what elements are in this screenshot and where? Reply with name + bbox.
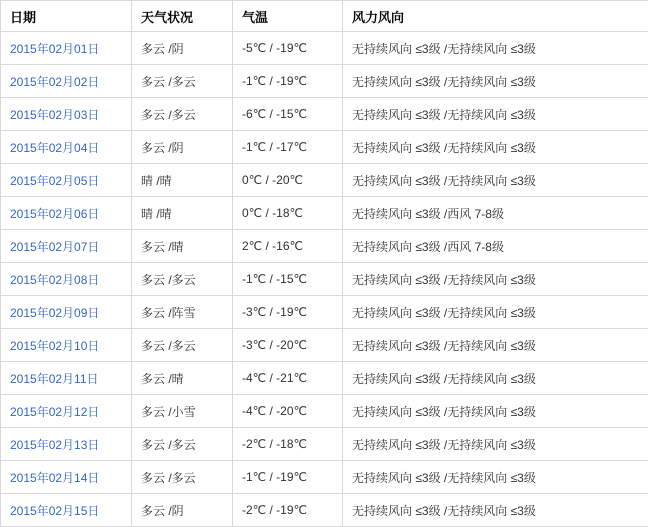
table-row (1, 395, 648, 428)
cell-condition: 多云 /小雪 (132, 395, 233, 428)
cell-date[interactable]: 2015年02月14日 (1, 461, 132, 494)
cell-temperature: 0℃ / -20℃ (233, 164, 343, 197)
cell-date[interactable]: 2015年02月12日 (1, 395, 132, 428)
cell-temperature: -1℃ / -19℃ (233, 65, 343, 98)
cell-date[interactable]: 2015年02月03日 (1, 98, 132, 131)
cell-date[interactable]: 2015年02月02日 (1, 65, 132, 98)
cell-date[interactable]: 2015年02月01日 (1, 32, 132, 65)
cell-temperature: 0℃ / -18℃ (233, 197, 343, 230)
cell-condition: 多云 /阴 (132, 131, 233, 164)
cell-wind: 无持续风向 ≤3级 /无持续风向 ≤3级 (343, 395, 648, 428)
cell-temperature: -2℃ / -18℃ (233, 428, 343, 461)
table-header-row (1, 1, 648, 32)
cell-condition: 多云 /阴 (132, 494, 233, 527)
cell-temperature: -1℃ / -15℃ (233, 263, 343, 296)
table-row (1, 98, 648, 131)
table-row (1, 461, 648, 494)
cell-date[interactable]: 2015年02月05日 (1, 164, 132, 197)
cell-temperature: -3℃ / -20℃ (233, 329, 343, 362)
cell-temperature: -1℃ / -19℃ (233, 461, 343, 494)
cell-date[interactable]: 2015年02月10日 (1, 329, 132, 362)
table-body (1, 32, 648, 527)
cell-condition: 多云 /阴 (132, 32, 233, 65)
table-row (1, 428, 648, 461)
cell-condition: 多云 /晴 (132, 230, 233, 263)
cell-date[interactable]: 2015年02月11日 (1, 362, 132, 395)
table-row (1, 230, 648, 263)
cell-condition: 多云 /多云 (132, 329, 233, 362)
cell-date[interactable]: 2015年02月09日 (1, 296, 132, 329)
cell-wind: 无持续风向 ≤3级 /无持续风向 ≤3级 (343, 329, 648, 362)
cell-wind: 无持续风向 ≤3级 /无持续风向 ≤3级 (343, 98, 648, 131)
column-header-date: 日期 (1, 1, 132, 32)
cell-wind: 无持续风向 ≤3级 /无持续风向 ≤3级 (343, 164, 648, 197)
table-row (1, 32, 648, 65)
cell-date[interactable]: 2015年02月13日 (1, 428, 132, 461)
cell-temperature: -6℃ / -15℃ (233, 98, 343, 131)
cell-condition: 多云 /多云 (132, 428, 233, 461)
column-header-temperature: 气温 (233, 1, 343, 32)
table-row (1, 362, 648, 395)
cell-wind: 无持续风向 ≤3级 /无持续风向 ≤3级 (343, 362, 648, 395)
cell-condition: 多云 /多云 (132, 263, 233, 296)
cell-date[interactable]: 2015年02月08日 (1, 263, 132, 296)
cell-date[interactable]: 2015年02月07日 (1, 230, 132, 263)
table-row (1, 329, 648, 362)
cell-wind: 无持续风向 ≤3级 /无持续风向 ≤3级 (343, 263, 648, 296)
cell-date[interactable]: 2015年02月06日 (1, 197, 132, 230)
cell-date[interactable]: 2015年02月04日 (1, 131, 132, 164)
cell-temperature: -3℃ / -19℃ (233, 296, 343, 329)
cell-condition: 晴 /晴 (132, 164, 233, 197)
cell-condition: 晴 /晴 (132, 197, 233, 230)
table-row (1, 197, 648, 230)
cell-wind: 无持续风向 ≤3级 /无持续风向 ≤3级 (343, 131, 648, 164)
table-row (1, 494, 648, 527)
cell-wind: 无持续风向 ≤3级 /无持续风向 ≤3级 (343, 296, 648, 329)
cell-temperature: 2℃ / -16℃ (233, 230, 343, 263)
cell-condition: 多云 /晴 (132, 362, 233, 395)
cell-wind: 无持续风向 ≤3级 /无持续风向 ≤3级 (343, 428, 648, 461)
cell-wind: 无持续风向 ≤3级 /西风 7-8级 (343, 197, 648, 230)
cell-condition: 多云 /阵雪 (132, 296, 233, 329)
table-row (1, 296, 648, 329)
cell-temperature: -1℃ / -17℃ (233, 131, 343, 164)
cell-wind: 无持续风向 ≤3级 /无持续风向 ≤3级 (343, 461, 648, 494)
cell-condition: 多云 /多云 (132, 65, 233, 98)
column-header-wind: 风力风向 (343, 1, 648, 32)
table-row (1, 131, 648, 164)
table-row (1, 65, 648, 98)
cell-wind: 无持续风向 ≤3级 /无持续风向 ≤3级 (343, 32, 648, 65)
cell-condition: 多云 /多云 (132, 98, 233, 131)
cell-temperature: -2℃ / -19℃ (233, 494, 343, 527)
cell-temperature: -4℃ / -20℃ (233, 395, 343, 428)
cell-wind: 无持续风向 ≤3级 /西风 7-8级 (343, 230, 648, 263)
table-row (1, 263, 648, 296)
cell-wind: 无持续风向 ≤3级 /无持续风向 ≤3级 (343, 494, 648, 527)
cell-date[interactable]: 2015年02月15日 (1, 494, 132, 527)
cell-condition: 多云 /多云 (132, 461, 233, 494)
column-header-condition: 天气状况 (132, 1, 233, 32)
cell-temperature: -4℃ / -21℃ (233, 362, 343, 395)
table-row (1, 164, 648, 197)
cell-wind: 无持续风向 ≤3级 /无持续风向 ≤3级 (343, 65, 648, 98)
table-header (1, 1, 648, 32)
cell-temperature: -5℃ / -19℃ (233, 32, 343, 65)
